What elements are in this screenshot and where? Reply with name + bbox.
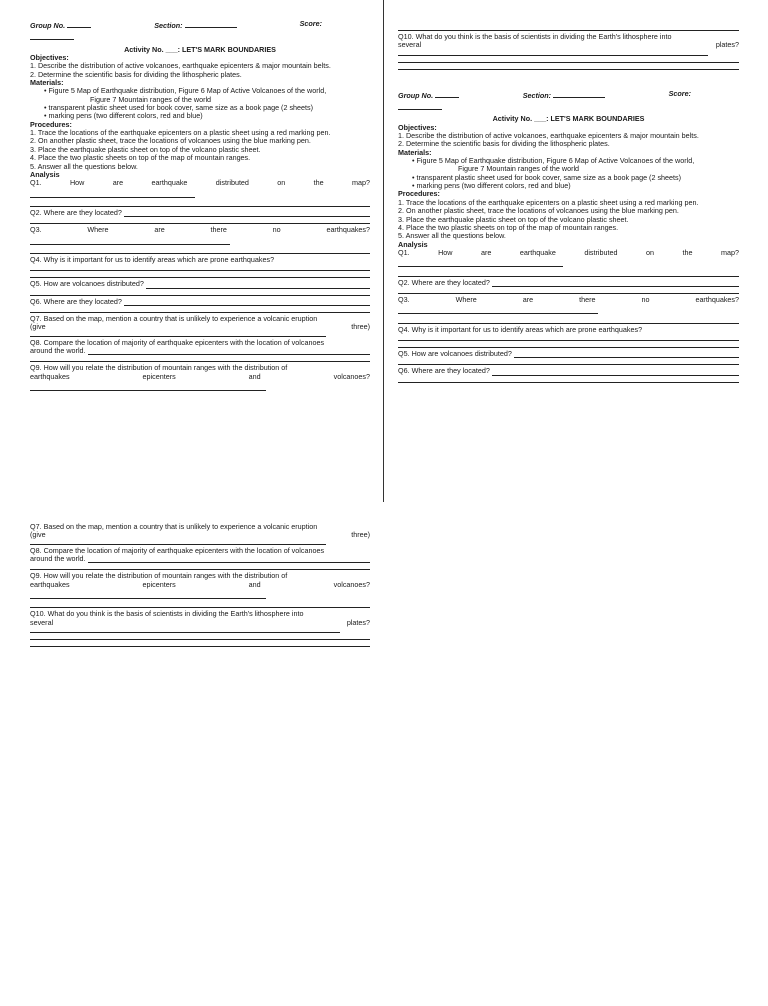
objective-item: 2. Determine the scientific basis for dividing the lithospheric plates. <box>30 69 242 79</box>
question-6-row <box>30 298 370 306</box>
question-8-cont: around the world. <box>30 345 86 355</box>
procedure-item: 1. Trace the locations of the earthquake epicenters on a plastic sheet using a red marking pen. <box>30 128 331 138</box>
answer-line[interactable] <box>398 276 739 277</box>
objective-item: 2. Determine the scientific basis for dividing the lithospheric plates. <box>398 139 610 149</box>
materials-heading: Materials: <box>30 78 64 88</box>
section-label: Section: <box>522 90 552 100</box>
question-3: Q3. Where are there no earthquakes? <box>30 225 370 235</box>
q7-give: (give <box>30 530 46 540</box>
analysis-heading: Analysis <box>398 239 428 249</box>
answer-line[interactable] <box>30 253 370 254</box>
question-9-cont: earthquakes epicenters and volcanoes? <box>30 371 370 381</box>
q10-several: several <box>398 40 422 50</box>
header-row <box>398 90 739 100</box>
procedure-item: 3. Place the earthquake plastic sheet on top of the volcano plastic sheet. <box>30 144 261 154</box>
worksheet-top-left <box>30 20 370 393</box>
question-3: Q3. Where are there no earthquakes? <box>398 294 739 304</box>
question-2: Q2. Where are they located? <box>398 277 490 287</box>
objective-item: 1. Describe the distribution of active volcanoes, earthquake epicenters & major mountain belts. <box>30 61 331 71</box>
procedure-item: 2. On another plastic sheet, trace the locations of volcanoes using the blue marking pen. <box>30 136 311 146</box>
question-8: Q8. Compare the location of majority of earthquake epicenters with the location of volcanoes <box>30 545 325 555</box>
score-label: Score: <box>668 88 691 98</box>
material-item: • transparent plastic sheet used for book cover, same size as a book page (2 sheets) <box>30 104 370 112</box>
answer-line[interactable] <box>398 306 598 314</box>
question-7-cont <box>30 323 370 331</box>
worksheet-bottom-left <box>30 523 370 647</box>
answer-line[interactable] <box>398 259 563 267</box>
answer-line[interactable] <box>124 298 370 306</box>
section-field <box>154 20 236 30</box>
material-item: • marking pens (two different colors, red and blue) <box>30 112 370 120</box>
activity-title: Activity No. ___: LET'S MARK BOUNDARIES <box>124 44 276 54</box>
answer-line[interactable] <box>30 607 370 608</box>
question-5-row <box>398 350 739 358</box>
group-label: Group No. <box>30 21 66 30</box>
procedure-item: 1. Trace the locations of the earthquake epicenters on a plastic sheet using a red marking pen. <box>398 197 699 207</box>
material-item: • marking pens (two different colors, red and blue) <box>398 182 739 190</box>
procedures-heading: Procedures: <box>30 119 72 129</box>
worksheet-right <box>398 30 739 383</box>
header-row <box>30 20 370 30</box>
question-10: Q10. What do you think is the basis of scientists in dividing the Earth's lithosphere into <box>398 32 672 41</box>
answer-line[interactable] <box>88 347 370 355</box>
answer-line[interactable] <box>30 237 230 245</box>
section-label: Section: <box>154 21 183 30</box>
answer-line[interactable] <box>30 544 326 545</box>
question-5: Q5. How are volcanoes distributed? <box>30 279 144 289</box>
answer-line[interactable] <box>30 336 326 337</box>
objective-item: 1. Describe the distribution of active volcanoes, earthquake epicenters & major mountain belts. <box>398 131 699 141</box>
group-blank[interactable] <box>67 20 91 28</box>
question-8-row <box>30 555 370 563</box>
section-blank[interactable] <box>553 90 605 98</box>
question-6-row <box>398 367 739 375</box>
score-label: Score: <box>299 19 322 28</box>
column-divider <box>383 0 384 502</box>
procedure-item: 2. On another plastic sheet, trace the locations of volcanoes using the blue marking pen. <box>398 206 679 216</box>
question-8-row <box>30 347 370 355</box>
question-2-row <box>398 279 739 287</box>
question-6: Q6. Where are they located? <box>30 296 122 306</box>
answer-line[interactable] <box>146 281 370 289</box>
answer-line[interactable] <box>492 279 739 287</box>
answer-line[interactable] <box>30 312 370 313</box>
answer-line[interactable] <box>30 591 266 599</box>
procedure-item: 5. Answer all the questions below. <box>30 161 138 171</box>
score-field <box>300 20 322 30</box>
answer-line[interactable] <box>30 277 370 278</box>
objectives-heading: Objectives: <box>398 122 437 132</box>
answer-line[interactable] <box>398 30 739 31</box>
q7-three: three) <box>351 322 370 332</box>
q7-three: three) <box>351 530 370 540</box>
answer-line[interactable] <box>398 382 739 383</box>
group-field <box>30 20 91 30</box>
group-blank[interactable] <box>435 90 459 98</box>
answer-line[interactable] <box>514 350 739 358</box>
material-item: • Figure 5 Map of Earthquake distribution, Figure 6 Map of Active Volcanoes of the world, <box>30 87 370 95</box>
question-2-row <box>30 209 370 217</box>
answer-line[interactable] <box>492 368 739 376</box>
answer-line[interactable] <box>398 364 739 365</box>
question-10-cont <box>30 619 370 627</box>
question-5: Q5. How are volcanoes distributed? <box>398 348 512 358</box>
answer-line[interactable] <box>30 383 266 391</box>
answer-line[interactable] <box>30 295 370 296</box>
question-4: Q4. Why is it important for us to identify areas which are prone earthquakes? <box>30 254 275 264</box>
objectives-heading: Objectives: <box>30 53 69 63</box>
answer-line[interactable] <box>30 223 370 224</box>
score-field <box>669 90 691 100</box>
material-item: • Figure 5 Map of Earthquake distribution, Figure 6 Map of Active Volcanoes of the world, <box>398 157 739 165</box>
question-9: Q9. How will you relate the distribution of mountain ranges with the distribution of <box>30 571 288 581</box>
question-2: Q2. Where are they located? <box>30 207 122 217</box>
answer-line[interactable] <box>124 209 370 217</box>
question-8: Q8. Compare the location of majority of earthquake epicenters with the location of volcanoes <box>30 337 325 347</box>
question-10-cont <box>398 41 739 49</box>
analysis-heading: Analysis <box>30 169 60 179</box>
procedures-heading: Procedures: <box>398 189 440 199</box>
materials-heading: Materials: <box>398 147 432 157</box>
answer-line[interactable] <box>30 361 370 362</box>
material-item-cont: Figure 7 Mountain ranges of the world <box>458 164 580 174</box>
material-item: • transparent plastic sheet used for book cover, same size as a book page (2 sheets) <box>398 174 739 182</box>
answer-line[interactable] <box>88 555 370 563</box>
question-6: Q6. Where are they located? <box>398 366 490 376</box>
question-4: Q4. Why is it important for us to identify areas which are prone earthquakes? <box>398 324 643 334</box>
question-7-cont <box>30 531 370 539</box>
score-blank[interactable] <box>398 102 442 110</box>
score-blank[interactable] <box>30 32 74 40</box>
answer-line[interactable] <box>398 293 739 294</box>
procedure-item: 4. Place the two plastic sheets on top of the map of mountain ranges. <box>398 222 619 232</box>
procedure-item: 4. Place the two plastic sheets on top of the map of mountain ranges. <box>30 153 251 163</box>
section-field <box>523 90 605 100</box>
question-1: Q1. How are earthquake distributed on the map? <box>398 247 739 257</box>
answer-line[interactable] <box>30 190 195 198</box>
procedure-item: 3. Place the earthquake plastic sheet on top of the volcano plastic sheet. <box>398 214 629 224</box>
question-9-cont: earthquakes epicenters and volcanoes? <box>30 579 370 589</box>
group-label: Group No. <box>398 90 434 100</box>
answer-line[interactable] <box>30 569 370 570</box>
q10-plates: plates? <box>715 40 739 50</box>
procedure-item: 5. Answer all the questions below. <box>398 231 506 241</box>
question-7: Q7. Based on the map, mention a country that is unlikely to experience a volcanic eruption <box>30 522 318 531</box>
q10-plates: plates? <box>346 617 370 627</box>
question-9: Q9. How will you relate the distribution of mountain ranges with the distribution of <box>30 363 288 373</box>
q10-several: several <box>30 617 54 627</box>
activity-title: Activity No. ___: LET'S MARK BOUNDARIES <box>492 114 645 124</box>
question-5-row <box>30 280 370 288</box>
material-item-cont: Figure 7 Mountain ranges of the world <box>90 94 212 104</box>
answer-line[interactable] <box>398 347 739 348</box>
section-blank[interactable] <box>185 20 237 28</box>
answer-line[interactable] <box>30 206 370 207</box>
question-7: Q7. Based on the map, mention a country that is unlikely to experience a volcanic eruption <box>30 313 318 323</box>
question-8-cont: around the world. <box>30 554 86 564</box>
question-1: Q1. How are earthquake distributed on the map? <box>30 178 370 188</box>
group-field <box>398 90 459 100</box>
question-10: Q10. What do you think is the basis of scientists in dividing the Earth's lithosphere into <box>30 609 304 619</box>
answer-line[interactable] <box>30 646 370 647</box>
answer-line[interactable] <box>398 323 739 324</box>
q7-give: (give <box>30 322 46 332</box>
